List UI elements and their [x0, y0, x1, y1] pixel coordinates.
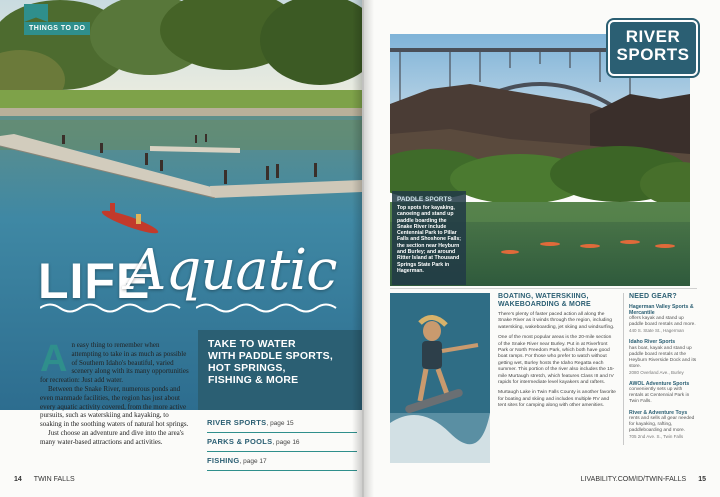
sidebar-heading: NEED GEAR? [629, 293, 677, 300]
photo-caption [392, 191, 466, 285]
table-of-contents [207, 414, 357, 471]
swirl-ornament-icon [40, 301, 190, 315]
right-page [362, 0, 720, 497]
intro-paragraph: Between the Snake River, numerous ponds and even manmade facilities, the region has just about every aquatic activity covered, from the more active pursuits, such as waterskiing and kayaking, to soaking in the soothing waters of natural hot springs. [40, 384, 189, 429]
gear-address: 2080 Overland Ave., Burley [629, 369, 684, 375]
section-tag: THINGS TO DO [24, 22, 90, 35]
swirl-ornament-icon [196, 301, 346, 315]
gear-name: Hagerman Valley Sports & Mercantile [629, 304, 694, 317]
gear-name: AWOL Adventure Sports [629, 380, 690, 387]
gear-address: 440 S. State St., Hagerman [629, 328, 685, 334]
gear-entry [629, 339, 697, 375]
toc-section: PARKS & POOLS [207, 437, 273, 446]
river-sports-badge [608, 20, 698, 76]
gear-desc: conveniently sets up with rentals at Centennial Park in Twin Falls. [629, 386, 690, 404]
divider [390, 288, 697, 289]
article-paragraph: There's plenty of faster paced action all along the Snake River as it winds through the region, including waterskiing, wakeboarding, jet skiing and windsurfing. [498, 312, 615, 330]
title-aquatic: Aquatic [126, 238, 337, 303]
caption-heading: PADDLE SPORTS [397, 196, 452, 203]
folio-label: TWIN FALLS [33, 476, 75, 483]
gear-desc: rents and sells all gear needed for kayaking, rafting, paddleboarding and more. [629, 416, 695, 434]
intro-paragraph: Just choose an adventure and dive into the area's many water-based attractions and activities. [40, 428, 184, 446]
toc-page: , page 15 [266, 420, 294, 427]
article-heading: BOATING, WATERSKIING, WAKEBOARDING & MORE [498, 293, 591, 308]
toc-item[interactable] [207, 452, 357, 471]
toc-page: , page 16 [272, 439, 300, 446]
toc-section: FISHING [207, 456, 240, 465]
page-number: 15 [698, 476, 706, 483]
deck-line: FISHING & MORE [208, 374, 299, 386]
gear-address: 705 2nd Ave. S., Twin Falls [629, 434, 684, 440]
gear-entry [629, 410, 697, 440]
deck-line: HOT SPRINGS, [208, 362, 286, 374]
article-paragraph: Murtaugh Lake in Twin Falls County is another favorite for boating and skiing and includes multiple RV and tent sites for camping along with other amenities. [498, 390, 616, 409]
caption-body: Top spots for kayaking, canoeing and stand up paddle boarding the Snake River include Centennial Park to Pillar Falls and Shoshone Falls; the section near Heyburn and Burley; and around Ritter Island at Thousand Springs State Park in Hagerman. [397, 205, 461, 274]
article-paragraph: One of the most popular areas is the 20-mile section of the Snake River near Burley. Put in at Riverfront Park or North Freedom Park, which both have good boat ramps. For those who prefer to watch without getting wet, Burley hosts the Idaho Regatta each summer. This portion of the river also includes the 15-mile Murtaugh stretch, which features Class III and IV rapids for intermediate level kayakers and rafters. [498, 335, 615, 386]
deck-line: WITH PADDLE SPORTS, [208, 350, 333, 362]
intro-paragraph: n easy thing to remember when attempting to take in as much as possible of Southern Idaho's beautiful, varied scenery along with its many opportunities for recreation: Just add water. [40, 341, 189, 385]
gear-entry [629, 304, 697, 334]
toc-page: , page 17 [239, 458, 267, 465]
intro-text [40, 338, 190, 447]
gear-desc: has boat, kayak and stand up paddle board rentals at the Heyburn Riverside Dock and its store. [629, 345, 697, 369]
folio-url[interactable]: LIVABILITY.COM/ID/TWIN-FALLS [580, 476, 687, 483]
need-gear-sidebar [623, 293, 697, 445]
gear-entry [629, 381, 697, 405]
wakeboard-photo [390, 293, 490, 463]
toc-section: RIVER SPORTS [207, 418, 267, 427]
folio-right [581, 476, 706, 483]
badge-line: RIVER [625, 27, 681, 46]
folio-left [14, 476, 75, 483]
deck-box [198, 330, 362, 410]
deck-line: TAKE TO WATER [208, 338, 296, 350]
toc-item[interactable] [207, 433, 357, 452]
gear-name: River & Adventure Toys [629, 409, 688, 416]
gear-desc: offers kayak and stand up paddle board rentals and more. [629, 316, 696, 328]
gear-name: Idaho River Sports [629, 339, 676, 346]
drop-cap: A [40, 338, 68, 380]
toc-item[interactable] [207, 414, 357, 433]
title-life: LIFE [38, 253, 151, 309]
article-column [498, 293, 616, 414]
badge-line: SPORTS [616, 45, 690, 64]
page-number: 14 [14, 476, 22, 483]
